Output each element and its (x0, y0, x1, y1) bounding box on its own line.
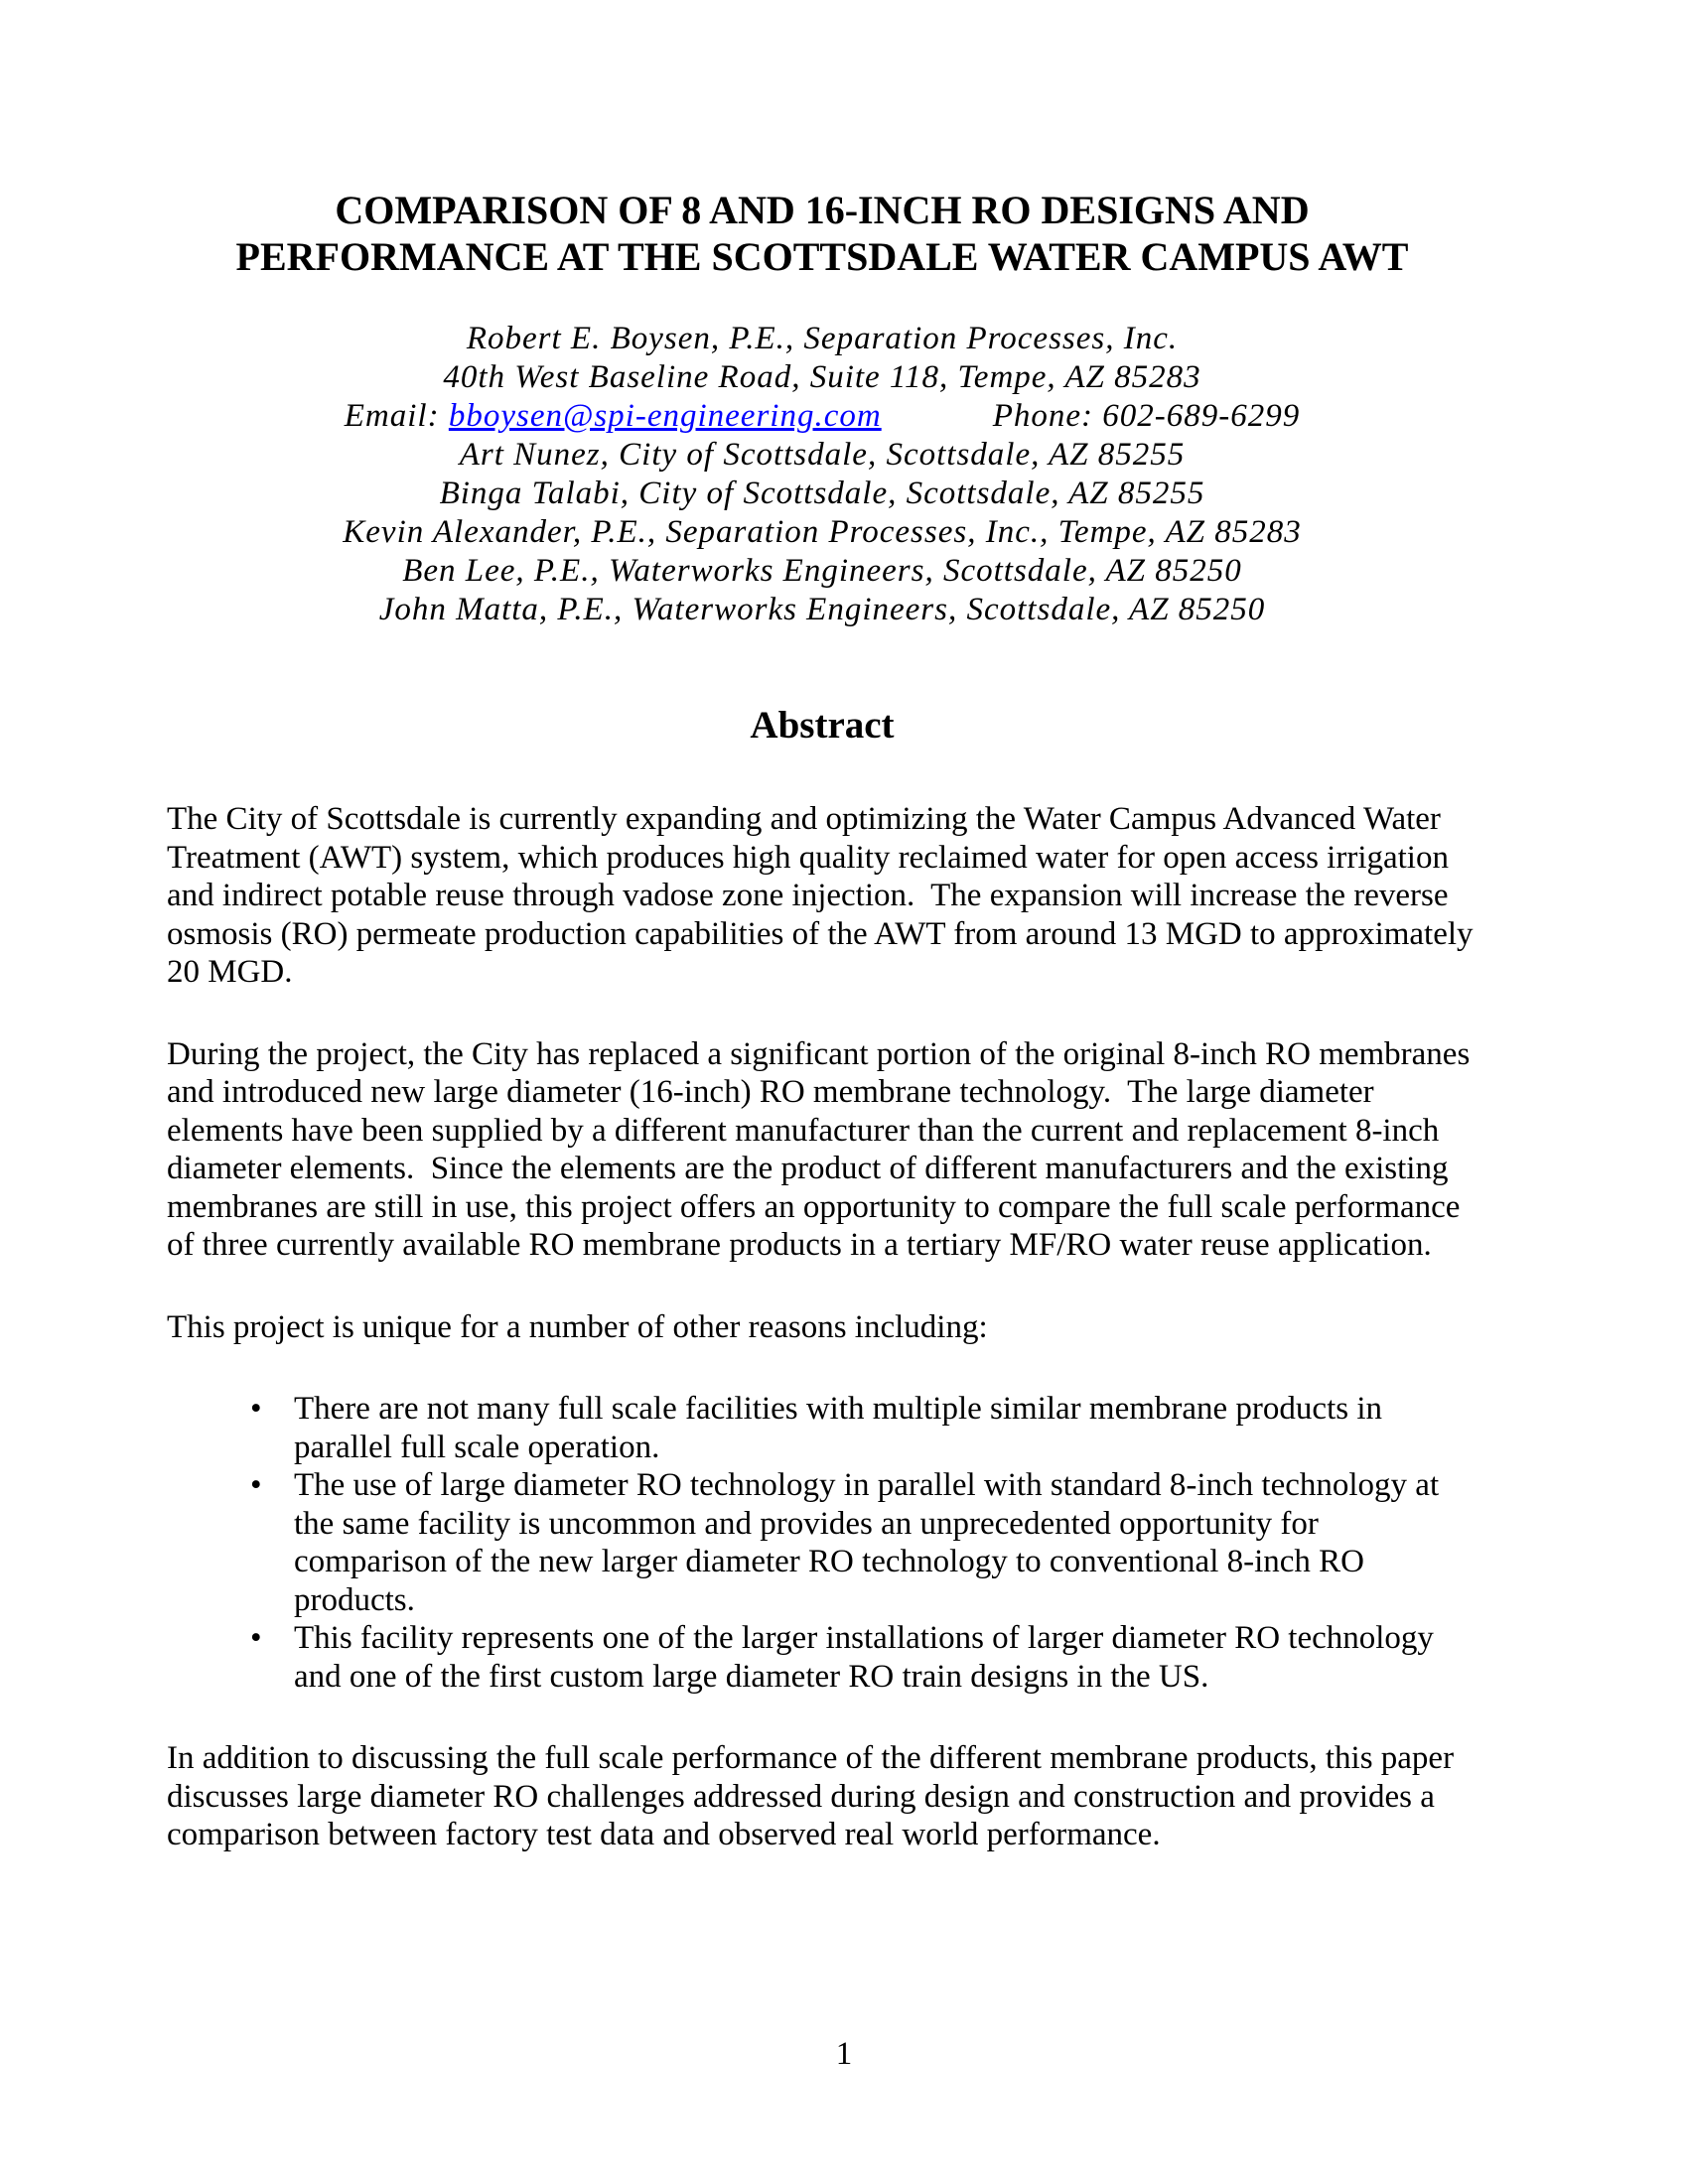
bullet-text: This facility represents one of the larger installations of larger diameter RO technology and one of the first custom large diameter RO train designs in the US. (294, 1620, 1443, 1695)
closing-paragraph: In addition to discussing the full scale performance of the different membrane products, this paper discusses large diameter RO challenges addressed during design and construction and provides a comparison between factory test data and observed real world performance. (167, 1740, 1463, 1852)
bullet-icon: • (250, 1620, 262, 1656)
paper-title-line-2: PERFORMANCE AT THE SCOTTSDALE WATER CAMPUS AWT (235, 234, 1409, 279)
bullet-icon: • (250, 1391, 262, 1427)
paper-title (167, 0, 1477, 280)
bullet-text: The use of large diameter RO technology in parallel with standard 8-inch technology at the same facility is uncommon and provides an unprecedented opportunity for comparison of the new larger diameter RO technology to conventional 8-inch RO products. (294, 1467, 1448, 1618)
bullet-text: There are not many full scale facilities with multiple similar membrane products in parallel full scale operation. (294, 1391, 1391, 1465)
abstract-heading: Abstract (750, 704, 895, 747)
bullet-item (250, 1619, 1477, 1696)
document-content (167, 0, 1481, 1854)
author-line: Kevin Alexander, P.E., Separation Processes, Inc., Tempe, AZ 85283 (343, 514, 1302, 550)
bullet-item (250, 1390, 1477, 1466)
author-line: Art Nunez, City of Scottsdale, Scottsdale, AZ 85255 (459, 437, 1186, 473)
author-line: 40th West Baseline Road, Suite 118, Tempe, AZ 85283 (443, 359, 1201, 395)
bullet-list (250, 1390, 1477, 1696)
email-label: Email: (344, 398, 449, 434)
author-line: Binga Talabi, City of Scottsdale, Scottsdale, AZ 85255 (439, 476, 1205, 511)
abstract-paragraph-1: The City of Scottsdale is currently expanding and optimizing the Water Campus Advanced Water Treatment (AWT) system, which produces high quality reclaimed water for open access irrigation and indirect potable reuse through vadose zone injection. The expansion will increase the reverse osmosis (RO) permeate production capabilities of the AWT from around 13 MGD to approximately 20 MGD. (167, 801, 1481, 990)
author-block (167, 320, 1477, 629)
contact-line (167, 397, 1477, 436)
author-line: Ben Lee, P.E., Waterworks Engineers, Scottsdale, AZ 85250 (402, 553, 1242, 589)
paper-title-line-1: COMPARISON OF 8 AND 16-INCH RO DESIGNS AND (335, 188, 1310, 232)
abstract-paragraph-3: This project is unique for a number of other reasons including: (167, 1308, 988, 1345)
page-number: 1 (835, 2036, 853, 2072)
author-line: John Matta, P.E., Waterworks Engineers, Scottsdale, AZ 85250 (378, 592, 1266, 627)
email-link[interactable]: bboysen@spi-engineering.com (448, 398, 882, 434)
phone-label: Phone: 602-689-6299 (992, 398, 1301, 434)
abstract-paragraph-2: During the project, the City has replaced a significant portion of the original 8-inch RO membranes and introduced new large diameter (16-inch) RO membrane technology. The large diameter elements have been supplied by a different manufacturer than the current and replacement 8-inch diameter elements. Since the elements are the product of different manufacturers and the existing membranes are still in use, this project offers an opportunity to compare the full scale performance of three currently available RO membrane products in a tertiary MF/RO water reuse application. (167, 1035, 1478, 1263)
bullet-item (250, 1466, 1477, 1619)
author-line: Robert E. Boysen, P.E., Separation Processes, Inc. (466, 321, 1179, 356)
bullet-icon: • (250, 1467, 262, 1503)
